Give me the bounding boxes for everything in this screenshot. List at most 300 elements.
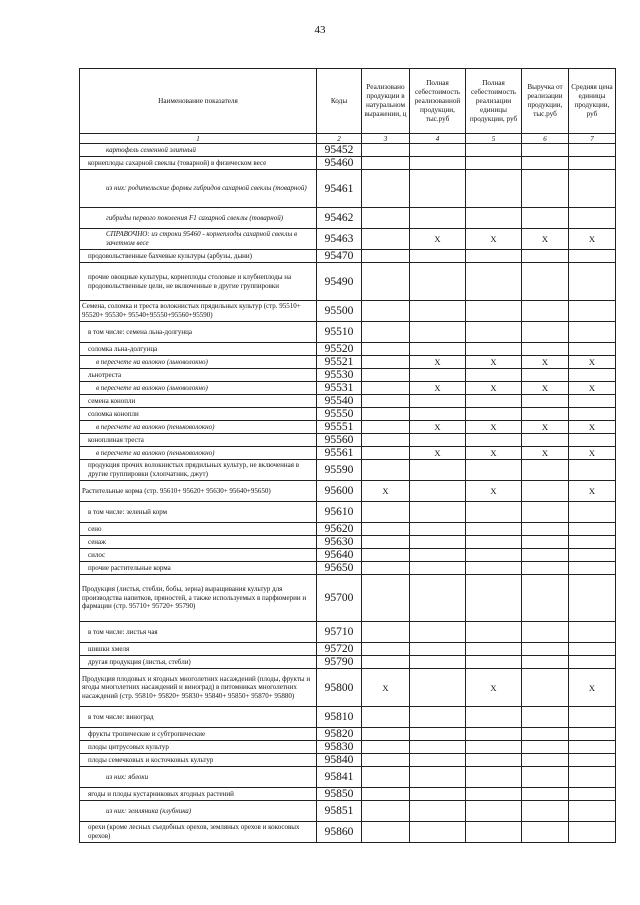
table-row xyxy=(80,549,616,562)
value-cell xyxy=(362,502,410,523)
table-row xyxy=(80,382,616,395)
value-cell xyxy=(362,263,410,301)
value-cell xyxy=(362,754,410,767)
value-cell: X xyxy=(410,421,466,434)
value-cell xyxy=(410,144,466,157)
value-cell: X xyxy=(362,669,410,707)
table-row xyxy=(80,144,616,157)
value-cell xyxy=(569,157,616,170)
value-cell xyxy=(522,157,569,170)
value-cell xyxy=(569,523,616,536)
value-cell xyxy=(569,460,616,481)
value-cell xyxy=(569,622,616,643)
value-cell xyxy=(569,707,616,728)
value-cell xyxy=(466,549,522,562)
value-cell xyxy=(362,656,410,669)
value-cell: X xyxy=(569,356,616,369)
value-cell xyxy=(410,707,466,728)
value-cell xyxy=(569,549,616,562)
row-name: в пересчете на волокно (льноволокно) xyxy=(80,382,317,395)
value-cell xyxy=(522,643,569,656)
table-row xyxy=(80,801,616,822)
row-name: сенаж xyxy=(80,536,317,549)
table-row xyxy=(80,622,616,643)
value-cell xyxy=(410,157,466,170)
table-row xyxy=(80,447,616,460)
header-col3: Реализовано продукции в натуральном выражении, ц xyxy=(362,69,410,134)
value-cell xyxy=(569,250,616,263)
row-name: картофель семенной элитный xyxy=(80,144,317,157)
table-row xyxy=(80,395,616,408)
value-cell xyxy=(362,382,410,395)
value-cell: X xyxy=(569,229,616,250)
value-cell xyxy=(466,622,522,643)
row-code: 95530 xyxy=(317,369,362,382)
row-code: 95650 xyxy=(317,562,362,575)
value-cell xyxy=(522,801,569,822)
row-code: 95841 xyxy=(317,767,362,788)
row-code: 95560 xyxy=(317,434,362,447)
value-cell xyxy=(410,741,466,754)
value-cell: X xyxy=(569,481,616,502)
value-cell: X xyxy=(466,229,522,250)
value-cell xyxy=(362,144,410,157)
value-cell xyxy=(522,301,569,322)
value-cell xyxy=(569,741,616,754)
value-cell xyxy=(569,343,616,356)
value-cell: X xyxy=(569,421,616,434)
row-code: 95520 xyxy=(317,343,362,356)
table-row xyxy=(80,356,616,369)
value-cell xyxy=(362,408,410,421)
col-number: 6 xyxy=(522,134,569,144)
value-cell xyxy=(410,788,466,801)
value-cell xyxy=(410,656,466,669)
value-cell xyxy=(466,656,522,669)
value-cell: X xyxy=(466,382,522,395)
value-cell: X xyxy=(410,356,466,369)
value-cell: X xyxy=(362,481,410,502)
value-cell xyxy=(569,208,616,229)
value-cell xyxy=(466,369,522,382)
row-code: 95860 xyxy=(317,822,362,843)
row-code: 95720 xyxy=(317,643,362,656)
table-row xyxy=(80,728,616,741)
table-row xyxy=(80,643,616,656)
row-code: 95500 xyxy=(317,301,362,322)
row-code: 95810 xyxy=(317,707,362,728)
table-row xyxy=(80,575,616,622)
value-cell xyxy=(466,523,522,536)
value-cell xyxy=(522,788,569,801)
value-cell xyxy=(522,669,569,707)
row-code: 95463 xyxy=(317,229,362,250)
value-cell xyxy=(522,822,569,843)
table-row xyxy=(80,562,616,575)
row-name: прочие овощные культуры, корнеплоды столовые и клубнеплоды на продовольственные цели, не включенные в другие группировки xyxy=(80,263,317,301)
table-row xyxy=(80,656,616,669)
value-cell xyxy=(410,395,466,408)
table-row xyxy=(80,343,616,356)
row-name: в том числе: листья чая xyxy=(80,622,317,643)
value-cell xyxy=(569,263,616,301)
value-cell xyxy=(362,788,410,801)
value-cell: X xyxy=(466,481,522,502)
value-cell xyxy=(362,434,410,447)
value-cell xyxy=(466,801,522,822)
value-cell xyxy=(466,208,522,229)
value-cell xyxy=(522,622,569,643)
row-name: в пересчете на волокно (пеньковолокно) xyxy=(80,421,317,434)
value-cell xyxy=(362,170,410,208)
value-cell xyxy=(522,536,569,549)
value-cell xyxy=(569,562,616,575)
table-row xyxy=(80,208,616,229)
row-name: СПРАВОЧНО: из строки 95460 - корнеплоды сахарной свеклы в зачетном весе xyxy=(80,229,317,250)
value-cell xyxy=(362,250,410,263)
value-cell xyxy=(466,707,522,728)
row-name: из них: родительские формы гибридов сахарной свеклы (товарной) xyxy=(80,170,317,208)
table-row xyxy=(80,481,616,502)
table-row xyxy=(80,170,616,208)
row-code: 95550 xyxy=(317,408,362,421)
col-number: 3 xyxy=(362,134,410,144)
value-cell xyxy=(410,728,466,741)
value-cell xyxy=(569,536,616,549)
value-cell xyxy=(410,502,466,523)
value-cell xyxy=(410,562,466,575)
value-cell xyxy=(522,754,569,767)
value-cell xyxy=(362,229,410,250)
row-name: плоды семечковых и косточковых культур xyxy=(80,754,317,767)
value-cell xyxy=(362,536,410,549)
value-cell xyxy=(522,741,569,754)
row-code: 95620 xyxy=(317,523,362,536)
value-cell xyxy=(410,481,466,502)
row-name: орехи (кроме лесных съедобных орехов, земляных орехов и кокосовых орехов) xyxy=(80,822,317,843)
row-code: 95851 xyxy=(317,801,362,822)
row-code: 95510 xyxy=(317,322,362,343)
row-name: семена конопли xyxy=(80,395,317,408)
value-cell xyxy=(569,369,616,382)
table-row xyxy=(80,536,616,549)
row-code: 95561 xyxy=(317,447,362,460)
value-cell xyxy=(362,822,410,843)
table-row xyxy=(80,523,616,536)
value-cell xyxy=(466,575,522,622)
value-cell xyxy=(410,369,466,382)
value-cell xyxy=(569,801,616,822)
value-cell xyxy=(569,322,616,343)
value-cell xyxy=(362,369,410,382)
indicators-table xyxy=(79,68,616,843)
value-cell xyxy=(466,643,522,656)
row-name: в том числе: виноград xyxy=(80,707,317,728)
table-row xyxy=(80,502,616,523)
row-code: 95452 xyxy=(317,144,362,157)
row-code: 95590 xyxy=(317,460,362,481)
value-cell xyxy=(569,434,616,447)
value-cell xyxy=(410,643,466,656)
value-cell xyxy=(466,728,522,741)
value-cell xyxy=(466,536,522,549)
table-row xyxy=(80,408,616,421)
value-cell xyxy=(466,343,522,356)
row-name: гибриды первого поколения F1 сахарной свеклы (товарной) xyxy=(80,208,317,229)
value-cell xyxy=(522,395,569,408)
value-cell xyxy=(362,356,410,369)
row-name: из них: яблоки xyxy=(80,767,317,788)
header-col6: Выручка от реализации продукции, тыс.руб xyxy=(522,69,569,134)
row-name: фрукты тропические и субтропические xyxy=(80,728,317,741)
value-cell xyxy=(410,250,466,263)
value-cell xyxy=(522,322,569,343)
value-cell: X xyxy=(466,447,522,460)
value-cell xyxy=(569,144,616,157)
row-code: 95630 xyxy=(317,536,362,549)
value-cell xyxy=(362,322,410,343)
header-col5: Полная себестоимость реализации единицы продукции, руб xyxy=(466,69,522,134)
value-cell xyxy=(466,754,522,767)
value-cell xyxy=(362,575,410,622)
header-row xyxy=(80,69,616,134)
row-name: коноплиная треста xyxy=(80,434,317,447)
value-cell xyxy=(362,728,410,741)
value-cell xyxy=(362,395,410,408)
value-cell xyxy=(569,788,616,801)
row-name: соломка конопли xyxy=(80,408,317,421)
value-cell: X xyxy=(522,356,569,369)
header-col4: Полная себестоимость реализованной продукции, тыс.руб xyxy=(410,69,466,134)
value-cell: X xyxy=(569,382,616,395)
col-number: 7 xyxy=(569,134,616,144)
row-name: в том числе: семена льна-долгунца xyxy=(80,322,317,343)
value-cell xyxy=(362,549,410,562)
table-row xyxy=(80,301,616,322)
col-number: 4 xyxy=(410,134,466,144)
value-cell xyxy=(466,408,522,421)
value-cell xyxy=(362,460,410,481)
value-cell xyxy=(466,170,522,208)
table-row xyxy=(80,669,616,707)
value-cell: X xyxy=(466,669,522,707)
value-cell xyxy=(466,250,522,263)
value-cell: X xyxy=(410,382,466,395)
value-cell xyxy=(569,643,616,656)
table-row xyxy=(80,421,616,434)
row-code: 95640 xyxy=(317,549,362,562)
value-cell xyxy=(362,208,410,229)
value-cell xyxy=(569,408,616,421)
value-cell xyxy=(362,447,410,460)
value-cell xyxy=(522,208,569,229)
row-code: 95710 xyxy=(317,622,362,643)
table-row xyxy=(80,250,616,263)
value-cell: X xyxy=(569,669,616,707)
value-cell xyxy=(410,754,466,767)
col-number: 5 xyxy=(466,134,522,144)
header-name: Наименование показателя xyxy=(80,69,317,134)
value-cell: X xyxy=(522,421,569,434)
value-cell xyxy=(522,263,569,301)
row-code: 95462 xyxy=(317,208,362,229)
col-number: 1 xyxy=(80,134,317,144)
value-cell xyxy=(410,170,466,208)
value-cell xyxy=(569,754,616,767)
row-name: продовольственные бахчевые культуры (арбузы, дыни) xyxy=(80,250,317,263)
row-code: 95470 xyxy=(317,250,362,263)
value-cell: X xyxy=(410,447,466,460)
value-cell xyxy=(410,767,466,788)
table-row xyxy=(80,460,616,481)
value-cell xyxy=(466,741,522,754)
row-code: 95490 xyxy=(317,263,362,301)
row-name: соломка льна-долгунца xyxy=(80,343,317,356)
row-name: ягоды и плоды кустарниковых ягодных растений xyxy=(80,788,317,801)
table-row xyxy=(80,707,616,728)
value-cell xyxy=(522,728,569,741)
row-code: 95850 xyxy=(317,788,362,801)
column-number-row xyxy=(80,134,616,144)
row-name: Продукция (листья, стебли, бобы, зерна) выращивания культур для производства напитков, пряностей, а также используемых в парфюмерии и фармации (стр. 95710+ 95720+ 95790) xyxy=(80,575,317,622)
header-col7: Средняя цена единицы продукции, руб xyxy=(569,69,616,134)
value-cell xyxy=(410,575,466,622)
row-name: силос xyxy=(80,549,317,562)
value-cell xyxy=(569,767,616,788)
value-cell xyxy=(362,157,410,170)
table-row xyxy=(80,767,616,788)
value-cell: X xyxy=(522,229,569,250)
value-cell xyxy=(410,434,466,447)
value-cell xyxy=(362,622,410,643)
value-cell xyxy=(410,669,466,707)
value-cell xyxy=(522,523,569,536)
row-name: продукция прочих волокнистых прядильных культур, не включенная в другие группировки (хлопчатник, джут) xyxy=(80,460,317,481)
row-name: Продукция плодовых и ягодных многолетних насаждений (плоды, фрукты и ягоды многолетних насаждений и виноград) в питомниках многолетних насаждений (стр. 95810+ 95820+ 95830+ 95840+ 95850+ 95870+ 95880) xyxy=(80,669,317,707)
row-name: сено xyxy=(80,523,317,536)
value-cell xyxy=(466,788,522,801)
value-cell xyxy=(522,575,569,622)
row-code: 95840 xyxy=(317,754,362,767)
table-row xyxy=(80,822,616,843)
value-cell xyxy=(410,536,466,549)
row-name: из них: земляника (клубника) xyxy=(80,801,317,822)
value-cell xyxy=(522,369,569,382)
value-cell xyxy=(522,767,569,788)
value-cell: X xyxy=(466,421,522,434)
row-code: 95820 xyxy=(317,728,362,741)
col-number: 2 xyxy=(317,134,362,144)
value-cell xyxy=(466,460,522,481)
value-cell xyxy=(410,301,466,322)
row-name: в пересчете на волокно (льноволокно) xyxy=(80,356,317,369)
value-cell xyxy=(522,170,569,208)
row-name: льнотреста xyxy=(80,369,317,382)
value-cell xyxy=(569,656,616,669)
value-cell: X xyxy=(522,382,569,395)
value-cell xyxy=(362,707,410,728)
value-cell xyxy=(569,822,616,843)
row-code: 95531 xyxy=(317,382,362,395)
value-cell xyxy=(569,395,616,408)
value-cell xyxy=(466,395,522,408)
header-code: Коды xyxy=(317,69,362,134)
table-row xyxy=(80,788,616,801)
row-code: 95790 xyxy=(317,656,362,669)
row-name: в пересчете на волокно (пеньковолокно) xyxy=(80,447,317,460)
value-cell: X xyxy=(466,356,522,369)
value-cell xyxy=(522,707,569,728)
row-name: прочие растительные корма xyxy=(80,562,317,575)
value-cell xyxy=(522,502,569,523)
row-name: Семена, соломка и треста волокнистых прядильных культур (стр. 95510+ 95520+ 95530+ 95540+95550+95560+95590) xyxy=(80,301,317,322)
value-cell xyxy=(410,801,466,822)
value-cell xyxy=(410,322,466,343)
value-cell xyxy=(362,301,410,322)
table-row xyxy=(80,741,616,754)
value-cell xyxy=(569,170,616,208)
row-code: 95540 xyxy=(317,395,362,408)
page-number: 43 xyxy=(314,24,326,36)
value-cell xyxy=(410,549,466,562)
value-cell xyxy=(466,263,522,301)
value-cell xyxy=(362,343,410,356)
row-code: 95461 xyxy=(317,170,362,208)
value-cell xyxy=(569,575,616,622)
value-cell xyxy=(466,301,522,322)
row-code: 95521 xyxy=(317,356,362,369)
table-row xyxy=(80,434,616,447)
value-cell xyxy=(569,502,616,523)
value-cell xyxy=(466,502,522,523)
value-cell xyxy=(410,408,466,421)
value-cell xyxy=(569,301,616,322)
value-cell xyxy=(466,434,522,447)
value-cell xyxy=(410,263,466,301)
row-code: 95700 xyxy=(317,575,362,622)
row-code: 95460 xyxy=(317,157,362,170)
value-cell: X xyxy=(569,447,616,460)
value-cell xyxy=(410,343,466,356)
row-code: 95830 xyxy=(317,741,362,754)
value-cell xyxy=(522,562,569,575)
row-name: корнеплоды сахарной свеклы (товарной) в физическом весе xyxy=(80,157,317,170)
row-name: Растительные корма (стр. 95610+ 95620+ 95630+ 95640+95650) xyxy=(80,481,317,502)
value-cell xyxy=(362,421,410,434)
value-cell xyxy=(362,741,410,754)
table-row xyxy=(80,754,616,767)
value-cell xyxy=(466,822,522,843)
value-cell xyxy=(410,208,466,229)
table-row xyxy=(80,322,616,343)
value-cell xyxy=(466,322,522,343)
row-name: в том числе: зеленый корм xyxy=(80,502,317,523)
table-row xyxy=(80,369,616,382)
value-cell xyxy=(522,656,569,669)
row-name: плоды цитрусовых культур xyxy=(80,741,317,754)
value-cell xyxy=(466,767,522,788)
value-cell xyxy=(410,822,466,843)
value-cell xyxy=(362,523,410,536)
value-cell xyxy=(410,523,466,536)
value-cell xyxy=(569,728,616,741)
value-cell xyxy=(522,549,569,562)
value-cell xyxy=(522,408,569,421)
row-code: 95600 xyxy=(317,481,362,502)
value-cell xyxy=(362,767,410,788)
table-row xyxy=(80,263,616,301)
value-cell: X xyxy=(410,229,466,250)
